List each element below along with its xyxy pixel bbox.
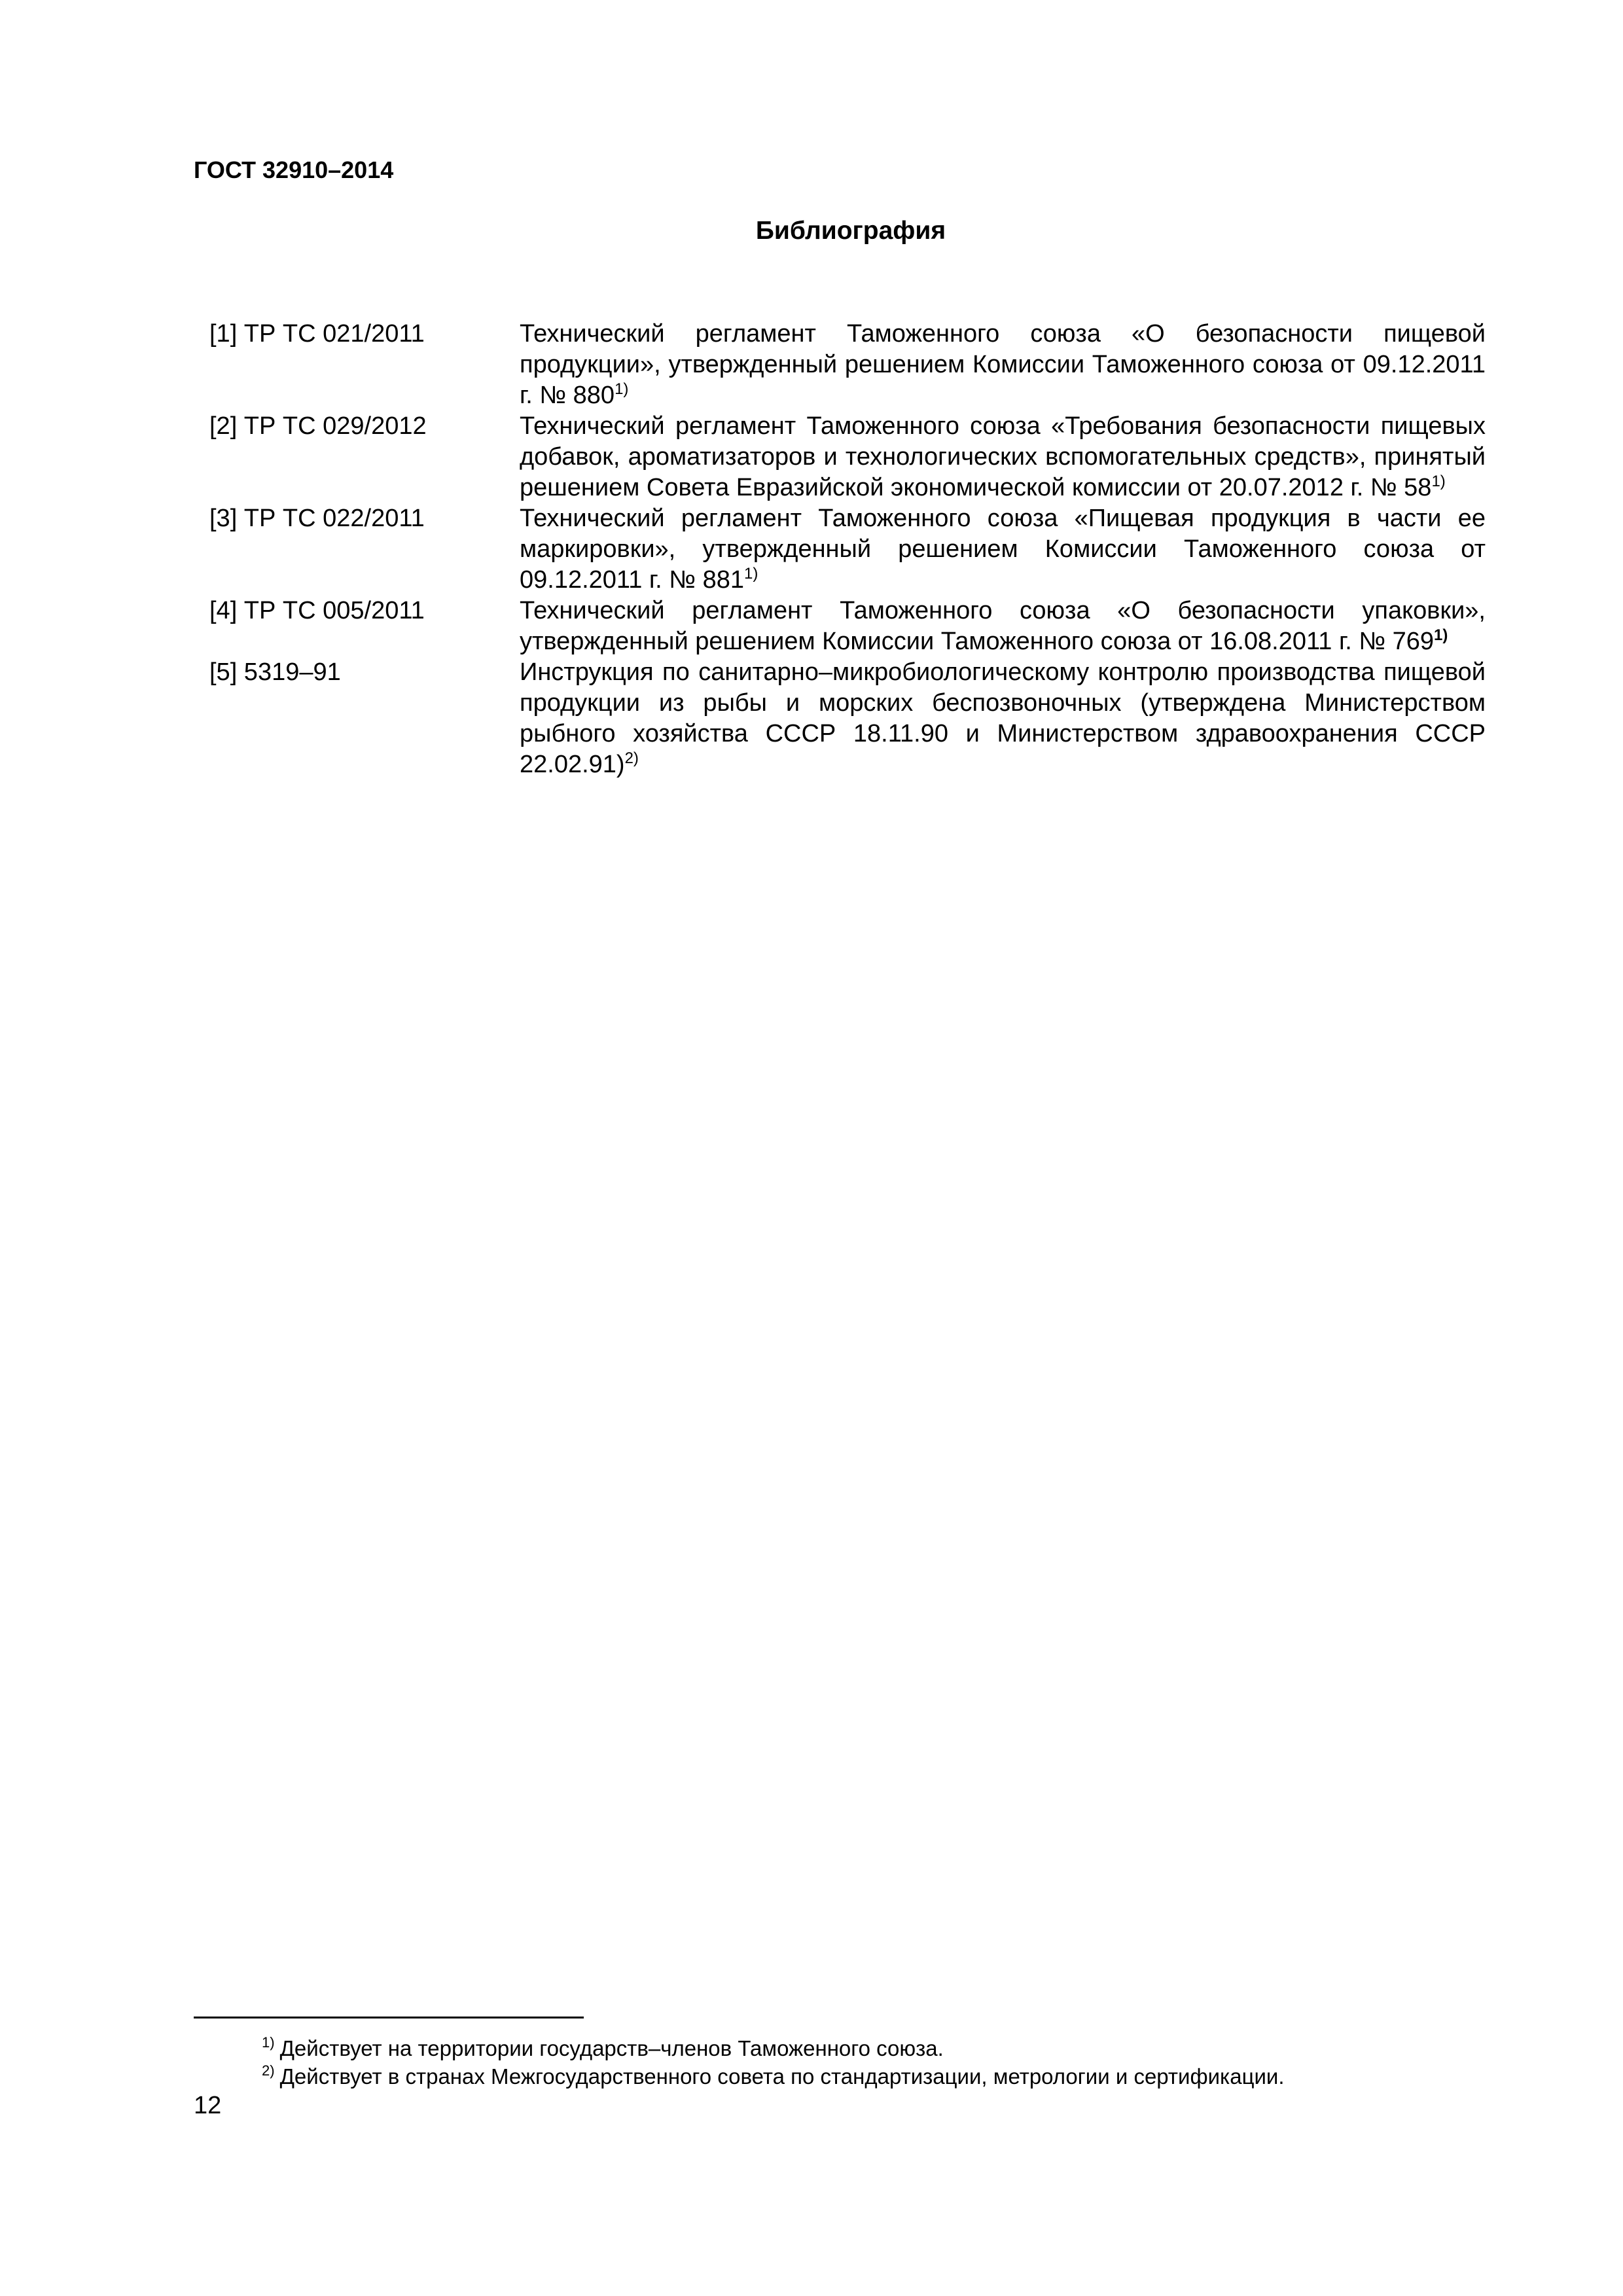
footnotes [262,2034,1505,2090]
footnote-separator [194,2017,584,2018]
bibliography-list [209,319,1486,780]
bibliography-ref: [3] ТР ТС 022/2011 [209,505,425,532]
bibliography-ref: [2] ТР ТС 029/2012 [209,412,427,440]
bibliography-ref: [4] ТР ТС 005/2011 [209,597,425,624]
page-number: 12 [194,2092,222,2119]
bibliography-text-body: Технический регламент Таможенного союза «О безопасности пищевой продукции», утвержденный решением Комиссии Таможенного союза от 09.12.2011 г. № 880 [520,320,1486,409]
bibliography-text-body: Инструкция по санитарно–микробиологическому контролю производства пищевой продукции из рыбы и морских беспозвоночных (утверждена Министерством рыбного хозяйства СССР 18.11.90 и Министерством здравоохранения СССР 22.02.91) [520,658,1486,778]
bibliography-entry [209,319,1486,411]
footnote-text: Действует в странах Межгосударственного совета по стандартизации, метрологии и сертификации. [279,2064,1285,2089]
section-title: Библиография [755,217,946,245]
bibliography-text-body: Технический регламент Таможенного союза «Требования безопасности пищевых добавок, ароматизаторов и технологических вспомогательных средств», принятый решением Совета Евразийской экономической комиссии от 20.07.2012 г. № 58 [520,412,1486,501]
bibliography-text [520,503,1486,596]
footnote-mark: 1) [1431,473,1446,490]
bibliography-text [520,657,1486,780]
bibliography-entry [209,596,1486,657]
bibliography-ref: [5] 5319–91 [209,658,341,686]
footnote-mark: 2) [624,749,639,767]
bibliography-entry [209,503,1486,596]
bibliography-ref: [1] ТР ТС 021/2011 [209,320,425,348]
bibliography-entry [209,657,1486,780]
footnote-mark: 1) [615,380,629,398]
footnote [262,2062,1505,2090]
bibliography-entry [209,411,1486,503]
bibliography-text-body: Технический регламент Таможенного союза «О безопасности упаковки», утвержденный решением Комиссии Таможенного союза от 16.08.2011 г. № 769 [520,597,1486,655]
footnote-mark: 1) [1434,626,1448,644]
footnote-mark: 1) [262,2034,275,2051]
footnote-text: Действует на территории государств–членов Таможенного союза. [279,2036,944,2060]
footnote-mark: 1) [743,565,758,583]
footnote-mark: 2) [262,2062,275,2079]
document-code: ГОСТ 32910–2014 [194,156,394,183]
bibliography-text-body: Технический регламент Таможенного союза «Пищевая продукция в части ее маркировки», утвержденный решением Комиссии Таможенного союза от 09.12.2011 г. № 881 [520,505,1486,594]
bibliography-text [520,319,1486,411]
bibliography-text [520,596,1486,657]
bibliography-text [520,411,1486,503]
footnote [262,2034,1505,2062]
